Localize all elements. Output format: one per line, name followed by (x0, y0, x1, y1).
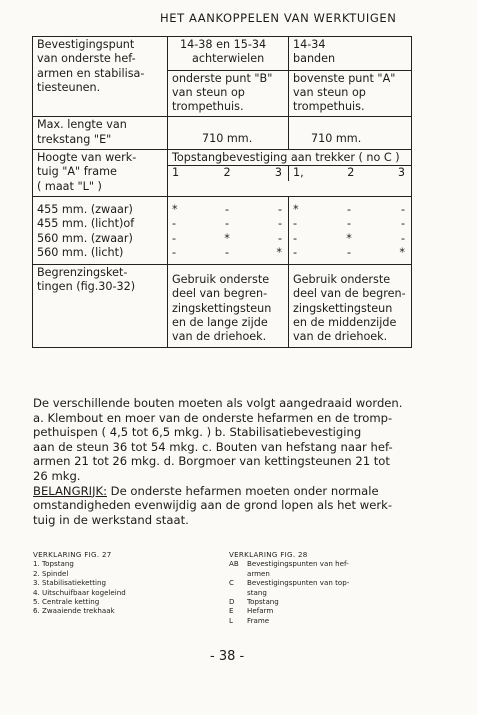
table-row (33, 37, 412, 117)
page-number: - 38 - (210, 649, 245, 664)
important-label: BELANGRIJK: (33, 483, 107, 498)
list-item: 1. Topstang (33, 559, 74, 569)
list-item: C Bevestigingspunten van top- (229, 578, 350, 588)
table-cell: Gebruik onderste deel van begren- zingskettingsteun en de lange zijde van de driehoek. (168, 265, 289, 347)
list-item: 2. Spindel (33, 568, 69, 578)
torque-paragraph: De verschillende bouten moeten als volgt aangedraaid worden. a. Klembout en moer van de onderste hefarmen en de tromp- pethuispen ( 4,5 tot 6,5 mkg. ) b. Stabilisatiebevestiging aan de steun 36 tot 54 mkg. c. Bouten van hefstang naar hef- armen 21 tot 26 mkg. d. Borgmoer van kettingsteunen 21 tot 26 mkg. BELANGRIJK: De onderste hefarmen moeten onder normale omstandigheden evenwijdig aan de grond lopen als het werk- tuig in de werkstand staat. (33, 396, 423, 527)
table-cell: Gebruik onderste deel van de begren- zingskettingsteun en de middenzijde van de driehoek. (289, 265, 412, 347)
row-label: Begrenzingsket- tingen (fig.30-32) (33, 265, 168, 347)
legend-fig-28: VERKLARING FIG. 28 AB Bevestigingspunten van hef- armen C Bevestigingspunten van top- stang D Topstang E Hefarm L Frame (229, 550, 350, 625)
table-cell: 14-38 en 15-34 achterwielen onderste punt "B" van steun op trompethuis. (168, 37, 289, 117)
table-row (33, 150, 412, 197)
row-label: Hoogte van werk- tuig "A" frame ( maat "L" ) (33, 150, 168, 197)
list-item: 3. Stabilisatieketting (33, 578, 106, 588)
table-cell: Topstangbevestiging aan trekker ( no C ) 1 2 3 1, 2 3 (168, 150, 412, 197)
list-item: 6. Zwaaiende trekhaak (33, 606, 115, 616)
list-item: 5. Centrale ketting (33, 597, 100, 607)
list-item: L Frame (229, 615, 270, 625)
list-item: D Topstang (229, 597, 279, 607)
row-label: Max. lengte van trekstang "E" (33, 117, 168, 150)
list-item: 4. Uitschuifbaar kogeleind (33, 587, 126, 597)
list-item: E Hefarm (229, 606, 274, 616)
table-row (33, 265, 412, 347)
important-note: BELANGRIJK: De onderste hefarmen moeten onder normale (33, 483, 379, 498)
spec-table (32, 36, 412, 348)
row-label: 455 mm. (zwaar) 455 mm. (licht)of 560 mm. (zwaar) 560 mm. (licht) (33, 196, 168, 264)
table-cell: 710 mm. (289, 117, 412, 150)
table-cell: 14-34 banden bovenste punt "A" van steun op trompethuis. (289, 37, 412, 117)
page-header: HET AANKOPPELEN VAN WERKTUIGEN (160, 11, 397, 25)
table-cell: * - - - - - - * - - - * (168, 196, 289, 264)
list-item: AB Bevestigingspunten van hef- (229, 559, 349, 569)
table-cell: 710 mm. (168, 117, 289, 150)
table-cell: * - - - - - - * - - - * (289, 196, 412, 264)
table-row (33, 196, 412, 264)
legend-fig-27: VERKLARING FIG. 27 1. Topstang 2. Spindel 3. Stabilisatieketting 4. Uitschuifbaar kogeleind 5. Centrale ketting 6. Zwaaiende trekhaak (33, 550, 126, 616)
table-row (33, 117, 412, 150)
row-label: Bevestigingspunt van onderste hef- armen en stabilisa- tiesteunen. (33, 37, 168, 117)
